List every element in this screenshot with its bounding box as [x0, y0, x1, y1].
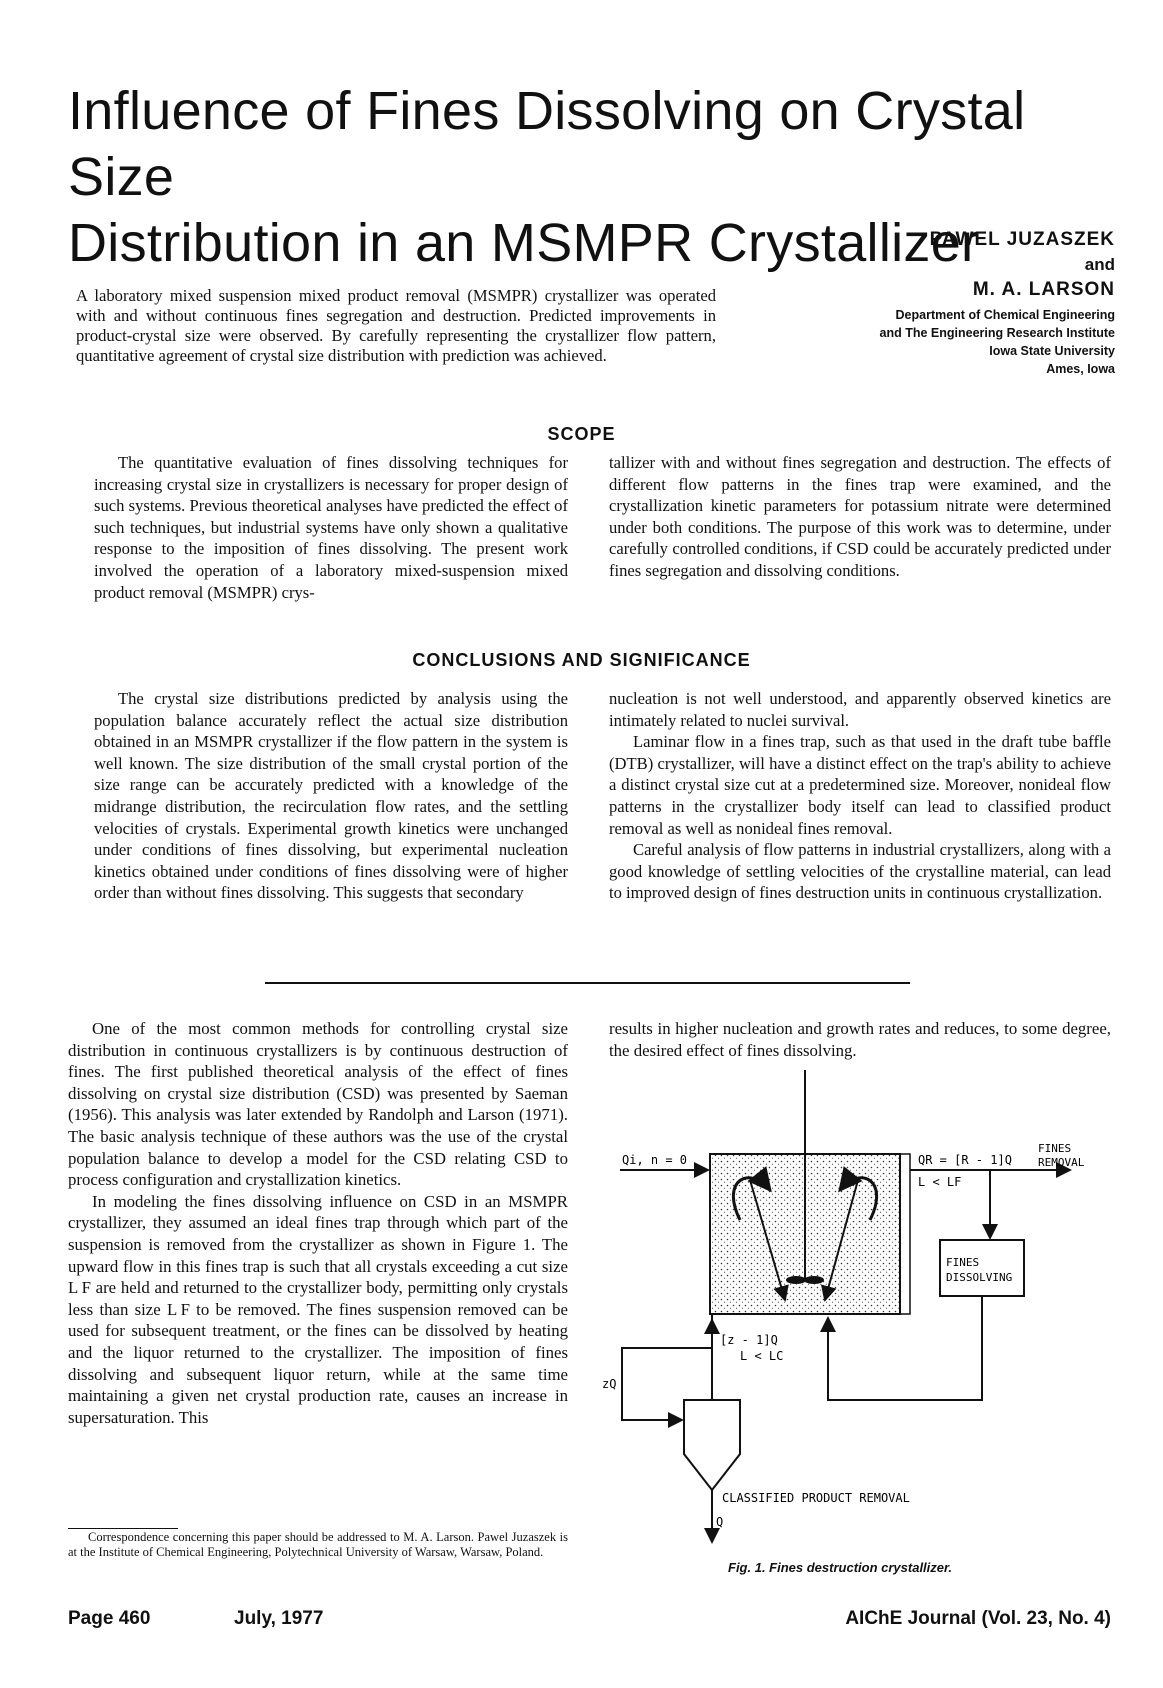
fines-dissolving-label-1: FINES [946, 1256, 980, 1269]
product-removal-label: CLASSIFIED PRODUCT REMOVAL [722, 1491, 910, 1505]
scope-heading: SCOPE [547, 424, 616, 444]
conclusions-left-text: The crystal size distributions predicted by analysis using the population balance accurately reflect the actual size distribution obtained in an MSMPR crystallizer if the flow pattern in the system is well known. The size distribution of the small crystal portion of the size range can be accurately predicted with a knowledge of the midrange distribution, the recirculation flow rates, and the settling velocities of crystals. Experimental growth kinetics were unchanged under conditions of fines dissolving, but experimental nucleation kinetics obtained under conditions of fines dissolving were of higher order than without fines dissolving. This suggests that secondary [94, 689, 568, 903]
fines-trap-annulus [900, 1154, 910, 1314]
body-right-column [609, 1018, 1111, 1061]
author-block [785, 228, 1115, 378]
affiliation-line: Department of Chemical Engineering [895, 308, 1115, 322]
figure-caption: Fig. 1. Fines destruction crystallizer. [728, 1560, 952, 1575]
conclusions-right-p3: Careful analysis of flow patterns in industrial crystallizers, along with a good knowledge of settling velocities of the crystalline material, can lead to improved design of fines destruction units in continuous crystallization. [609, 840, 1111, 903]
scope-left-column [94, 452, 568, 603]
fines-dissolving-label-2: DISSOLVING [946, 1271, 1013, 1284]
impeller-blade [804, 1276, 824, 1284]
author-conjunction: and [1084, 255, 1115, 274]
author-1: PAWEL JUZASZEK [929, 229, 1115, 250]
classified-flow-label: [z - 1]Q [720, 1333, 778, 1347]
scope-left-text: The quantitative evaluation of fines dissolving techniques for increasing crystal size in crystallizers is necessary for proper design of such systems. Previous theoretical analyses have predicted the effect of such techniques, but industrial systems have only shown a qualitative response to the imposition of fines dissolving. The present work involved the operation of a laboratory mixed-suspension mixed product removal (MSMPR) crys- [94, 453, 568, 602]
scope-right-text: tallizer with and without fines segregation and destruction. The effects of different flow patterns in the fines trap were examined, and the crystallization kinetic parameters for potassium nitrate were determined under both conditions. The purpose of this work was to determine, under carefully controlled conditions, if CSD could be accurately predicted under fines segregation and dissolving conditions. [609, 453, 1111, 580]
conclusions-right-p1: nucleation is not well understood, and apparently observed kinetics are intimately related to nuclei survival. [609, 689, 1111, 730]
body-right-paragraph: results in higher nucleation and growth rates and reduces, to some degree, the desired effect of fines dissolving. [609, 1019, 1111, 1060]
conclusions-right-column [609, 688, 1111, 904]
author-2: M. A. LARSON [972, 279, 1115, 300]
conclusions-left-column [94, 688, 568, 904]
journal-citation: AIChE Journal (Vol. 23, No. 4) [845, 1608, 1111, 1629]
abstract: A laboratory mixed suspension mixed product removal (MSMPR) crystallizer was operated with and without continuous fines segregation and destruction. Predicted improvements in product-crystal size were observed. By carefully representing the crystallizer flow pattern, quantitative agreement of crystal size distribution with prediction was achieved. [76, 286, 716, 365]
footnote-rule [68, 1528, 178, 1529]
body-paragraph-1: One of the most common methods for controlling crystal size distribution in continuous crystallizers is by continuous destruction of fines. The first published theoretical analysis of the effect of fines dissolving on crystal size distribution (CSD) was presented by Saeman (1956). This analysis was later extended by Randolph and Larson (1971). The basic analysis technique of these authors was the use of the crystal population balance to develop a model for the CSD relating CSD to process configuration and crystallization kinetics. [68, 1019, 568, 1190]
body-left-column [68, 1018, 568, 1428]
classified-size-label: L < LC [740, 1349, 784, 1363]
issue-date: July, 1977 [234, 1608, 324, 1629]
affiliation-line: Iowa State University [989, 344, 1115, 358]
fines-removal-label-2: REMOVAL [1038, 1156, 1085, 1169]
figure-1-diagram [600, 1070, 1120, 1560]
conclusions-right-p2: Laminar flow in a fines trap, such as that used in the draft tube baffle (DTB) crystallizer, will have a distinct effect on the trap's ability to achieve a distinct crystal size cut at a predetermined size. Moreover, nonideal flow patterns in the crystallizer body itself can lead to classified product removal as well as nonideal fines removal. [609, 732, 1111, 838]
title-line-1: Influence of Fines Dissolving on Crystal Size [68, 81, 1026, 207]
section-divider [265, 982, 910, 984]
q-label: Q [716, 1515, 724, 1529]
affiliation-line: Ames, Iowa [1046, 362, 1115, 376]
fines-flow-label: QR = [R - 1]Q [918, 1153, 1012, 1167]
zq-label: zQ [602, 1377, 617, 1391]
conclusions-heading: CONCLUSIONS AND SIGNIFICANCE [412, 650, 751, 670]
fines-size-label: L < LF [918, 1175, 962, 1189]
footnote [68, 1530, 568, 1560]
fines-removal-label-1: FINES [1038, 1142, 1072, 1155]
body-paragraph-2: In modeling the fines dissolving influence on CSD in an MSMPR crystallizer, they assumed an ideal fines trap through which part of the suspension is removed from the crystallizer as shown in Figure 1. The upward flow in this fines trap is such that all crystals exceeding a cut size L F are held and returned to the crystallizer body, permitting only crystals less than size L F to be removed. The fines suspension removed can be used for subsequent treatment, or the fines can be dissolved by heating and the liquor returned to the crystallizer. The imposition of fines dissolving and subsequent liquor return, while at the same time maintaining a given net crystal production rate, causes an increase in supersaturation. This [68, 1191, 568, 1427]
impeller-blade [786, 1276, 806, 1284]
scope-right-column [609, 452, 1111, 582]
affiliation-line: and The Engineering Research Institute [879, 326, 1115, 340]
classifier-vessel [684, 1400, 740, 1490]
page-number: Page 460 [68, 1608, 151, 1629]
inlet-label: Qi, n = 0 [622, 1153, 688, 1167]
title-line-2: Distribution in an MSMPR Crystallizer [68, 213, 980, 273]
footnote-text: Correspondence concerning this paper should be addressed to M. A. Larson. Pawel Juzaszek is at the Institute of Chemical Engineering, Polytechnical University of Warsaw, Warsaw, Poland. [68, 1530, 568, 1559]
affiliation [785, 306, 1115, 378]
